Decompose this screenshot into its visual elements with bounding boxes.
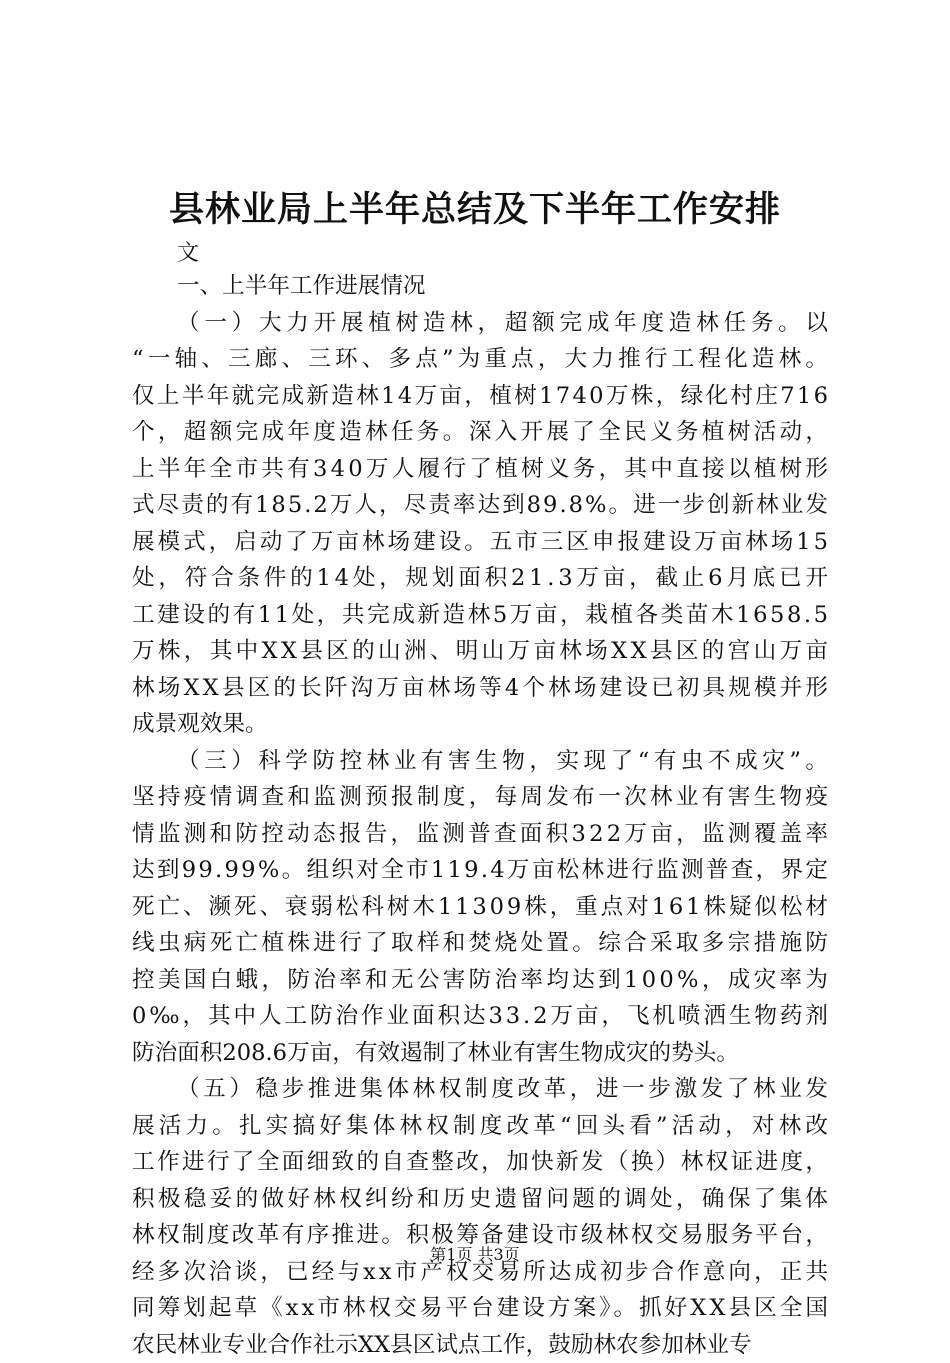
text-line: 式尽责的有185.2万人，尽责率达到89.8%。进一步创新林业发 [132, 492, 831, 518]
text-line: 一、上半年工作进展情况 [177, 273, 426, 299]
text-line: 死亡、濒死、衰弱松科树木11309株，重点对161株疑似松材 [132, 893, 831, 920]
text-line: （五）稳步推进集体林权制度改革，进一步激发了林业发 [177, 1076, 832, 1102]
text-line: 同筹划起草《xx市林权交易平台建设方案》。抓好XX县区全国 [132, 1295, 832, 1321]
text-line: 林权制度改革有序推进。积极筹备建设市级林权交易服务平台， [132, 1222, 831, 1248]
text-line: 工作进行了全面细致的自查整改，加快新发（换）林权证进度， [132, 1149, 831, 1175]
text-line: 积极稳妥的做好林权纠纷和历史遗留问题的调处，确保了集体 [132, 1185, 832, 1212]
text-line: 展模式，启动了万亩林场建设。五市三区申报建设万亩林场15 [132, 528, 831, 555]
page-footer: 第1页 共3页 [430, 1245, 520, 1264]
text-line: 0‰，其中人工防治作业面积达33.2万亩，飞机喷洒生物药剂 [132, 1003, 831, 1029]
text-line: 经多次洽谈，已经与xx市产权交易所达成初步合作意向，正共 [132, 1258, 832, 1285]
text-line: 线虫病死亡植株进行了取样和焚烧处置。综合采取多宗措施防 [132, 930, 832, 956]
text-line: （三）科学防控林业有害生物，实现了“有虫不成灾”。 [177, 747, 833, 774]
text-line: 万株，其中XX县区的山洲、明山万亩林场XX县区的宫山万亩 [132, 638, 832, 664]
text-line: 控美国白蛾，防治率和无公害防治率均达到100%，成灾率为 [132, 966, 832, 993]
text-line: 防治面积208.6万亩，有效遏制了林业有害生物成灾的势头。 [132, 1039, 739, 1066]
text-line: 工建设的有11处，共完成新造林5万亩，栽植各类苗木1658.5 [132, 601, 831, 628]
text-line: 坚持疫情调查和监测预报制度，每周发布一次林业有害生物疫 [132, 784, 832, 810]
text-line: （一）大力开展植树造林，超额完成年度造林任务。以 [177, 309, 833, 336]
text-line: 林场XX县区的长阡沟万亩林场等4个林场建设已初具规模并形 [132, 674, 832, 701]
text-line: 农民林业专业合作社示XX县区试点工作，鼓励林农参加林业专 [132, 1331, 752, 1358]
text-line: 展活力。扎实搞好集体林权制度改革“回头看”活动，对林改 [132, 1112, 833, 1139]
text-line: 个，超额完成年度造林任务。深入开展了全民义务植树活动， [132, 419, 832, 445]
text-line: 仅上半年就完成新造林14万亩，植树1740万株，绿化村庄716 [132, 382, 831, 409]
text-line: 情监测和防控动态报告，监测普查面积322万亩，监测覆盖率 [132, 820, 832, 847]
text-line: 处，符合条件的14处，规划面积21.3万亩，截止6月底已开 [132, 565, 832, 591]
text-line: “一轴、三廊、三环、多点”为重点，大力推行工程化造林。 [132, 346, 833, 372]
text-line: 达到99.99%。组织对全市119.4万亩松林进行监测普查，界定 [132, 857, 831, 883]
document-title: 县林业局上半年总结及下半年工作安排 [168, 189, 781, 230]
author-label: 文 [177, 241, 200, 266]
text-line: 成景观效果。 [132, 711, 268, 737]
text-line: 上半年全市共有340万人履行了植树义务，其中直接以植树形 [132, 455, 832, 482]
